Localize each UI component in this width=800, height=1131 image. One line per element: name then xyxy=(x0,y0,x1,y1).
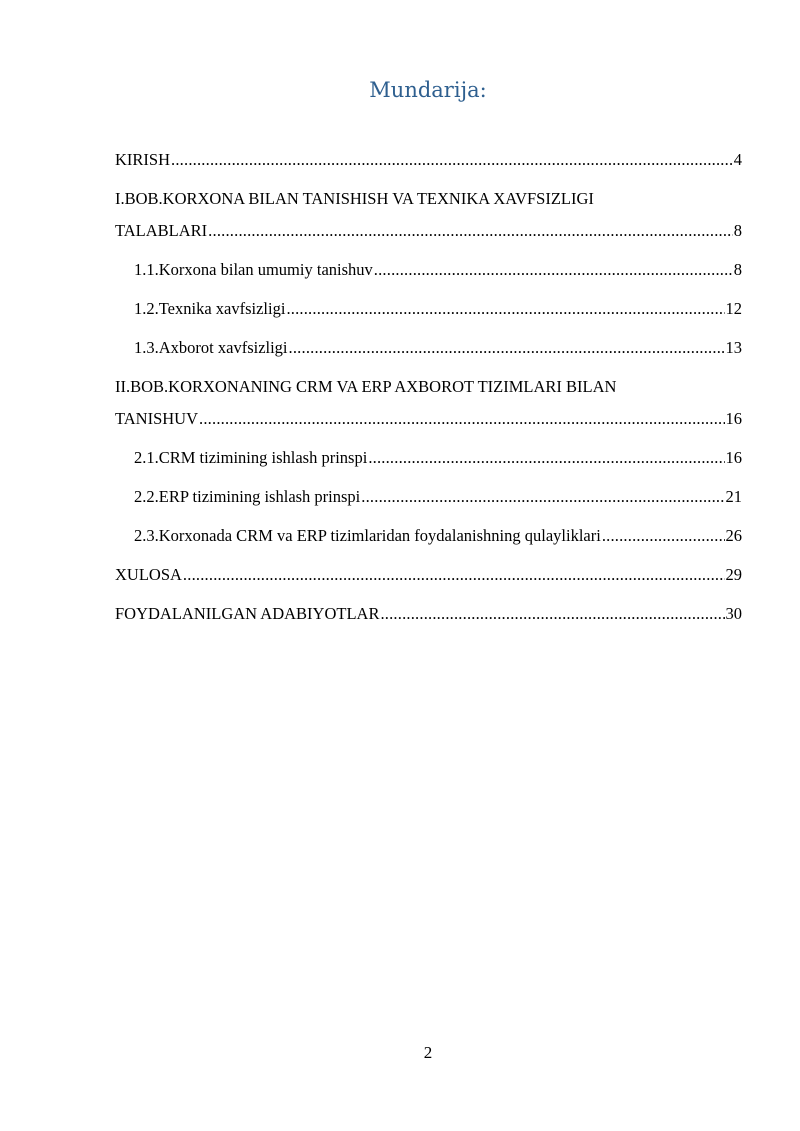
toc-entry-xulosa[interactable] xyxy=(115,565,742,604)
toc-entry-page: 4 xyxy=(733,150,742,169)
toc-entry-page: 8 xyxy=(733,260,742,279)
toc-entry-page: 16 xyxy=(725,409,742,428)
page-number: 2 xyxy=(423,1043,433,1062)
dot-leader xyxy=(374,260,733,280)
toc-entry-kirish[interactable] xyxy=(115,150,742,189)
dot-leader xyxy=(361,487,724,507)
page-title: Mundarija: xyxy=(369,78,487,102)
toc-entry-label: 2.3.Korxonada CRM va ERP tizimlaridan foydalanishning qulayliklari xyxy=(134,526,601,545)
toc-entry-page: 26 xyxy=(725,526,742,545)
dot-leader xyxy=(380,604,724,624)
toc-entry-2-1[interactable] xyxy=(115,448,742,487)
toc-entry-2-3[interactable] xyxy=(115,526,742,565)
toc-entry-label: 1.1.Korxona bilan umumiy tanishuv xyxy=(134,260,373,279)
toc-entry-label: FOYDALANILGAN ADABIYOTLAR xyxy=(115,604,380,623)
dot-leader xyxy=(208,221,733,241)
toc-entry-bob1[interactable] xyxy=(115,221,742,260)
dot-leader xyxy=(183,565,725,585)
dot-leader xyxy=(368,448,724,468)
toc-entry-bob1-line1[interactable]: I.BOB.KORXONA BILAN TANISHISH VA TEXNIKA XAVFSIZLIGI xyxy=(115,189,594,208)
toc-entry-label: 2.1.CRM tizimining ishlash prinspi xyxy=(134,448,368,467)
dot-leader xyxy=(199,409,724,429)
dot-leader xyxy=(289,338,725,358)
toc-entry-label: 1.2.Texnika xavfsizligi xyxy=(134,299,286,318)
toc-entry-page: 30 xyxy=(725,604,742,623)
toc-entry-page: 29 xyxy=(725,565,742,584)
toc-entry-2-2[interactable] xyxy=(115,487,742,526)
toc-entry-page: 8 xyxy=(733,221,742,240)
toc-entry-label: 2.2.ERP tizimining ishlash prinspi xyxy=(134,487,361,506)
toc-entry-page: 21 xyxy=(725,487,742,506)
toc-entry-page: 13 xyxy=(725,338,742,357)
toc-entry-1-3[interactable] xyxy=(115,338,742,377)
toc-entry-label: KIRISH xyxy=(115,150,171,169)
toc-entry-1-2[interactable] xyxy=(115,299,742,338)
toc-entry-label: 1.3.Axborot xavfsizligi xyxy=(134,338,288,357)
dot-leader xyxy=(286,299,724,319)
toc-entry-page: 12 xyxy=(725,299,742,318)
toc-entry-bob2[interactable] xyxy=(115,409,742,448)
toc-entry-label: TANISHUV xyxy=(115,409,199,428)
toc-entry-1-1[interactable] xyxy=(115,260,742,299)
toc-entry-adabiyotlar[interactable] xyxy=(115,604,742,643)
toc-entry-bob2-line1[interactable]: II.BOB.KORXONANING CRM VA ERP AXBOROT TIZIMLARI BILAN xyxy=(115,377,617,396)
dot-leader xyxy=(171,150,733,170)
table-of-contents xyxy=(115,150,742,643)
toc-entry-label: XULOSA xyxy=(115,565,182,584)
toc-entry-page: 16 xyxy=(725,448,742,467)
toc-entry-label: TALABLARI xyxy=(115,221,208,240)
dot-leader xyxy=(602,526,725,546)
